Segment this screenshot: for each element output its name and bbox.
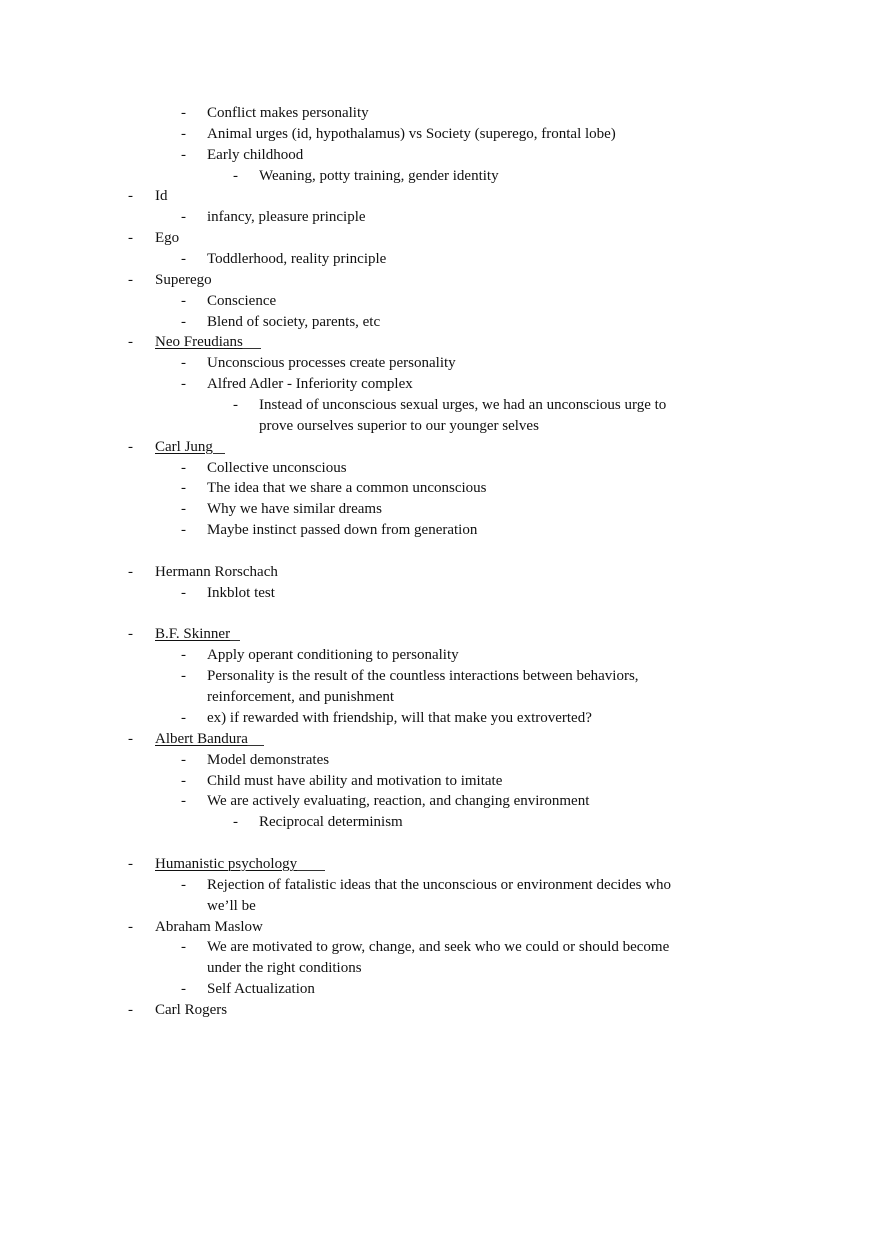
list-item bbox=[0, 979, 880, 1000]
underline-tail bbox=[297, 856, 325, 871]
bullet-dash-icon: - bbox=[233, 397, 238, 414]
item-text: Reciprocal determinism bbox=[259, 814, 403, 831]
list-item bbox=[0, 458, 880, 479]
list-item bbox=[0, 207, 880, 228]
heading-bullet bbox=[0, 562, 880, 583]
underline-tail bbox=[248, 731, 264, 746]
bullet-dash-icon: - bbox=[181, 459, 186, 476]
bullet-dash-icon: - bbox=[181, 355, 186, 372]
list-item bbox=[0, 145, 880, 166]
bullet-dash-icon: - bbox=[233, 167, 238, 184]
section-heading: Albert Bandura bbox=[155, 730, 248, 747]
list-item bbox=[0, 291, 880, 312]
item-text: Maybe instinct passed down from generation bbox=[207, 522, 478, 539]
item-text: Early childhood bbox=[207, 146, 304, 163]
list-item bbox=[0, 708, 880, 729]
list-item bbox=[0, 520, 880, 541]
item-text: Alfred Adler - Inferiority complex bbox=[207, 376, 413, 393]
bullet-dash-icon: - bbox=[128, 1001, 133, 1018]
heading-bullet bbox=[0, 729, 880, 750]
bullet-dash-icon: - bbox=[181, 125, 186, 142]
list-item bbox=[0, 166, 880, 187]
bullet-dash-icon: - bbox=[181, 793, 186, 810]
bullet-dash-icon: - bbox=[181, 584, 186, 601]
bullet-dash-icon: - bbox=[181, 668, 186, 685]
bullet-dash-icon: - bbox=[181, 647, 186, 664]
section-heading: Carl Jung bbox=[155, 438, 213, 455]
bullet-dash-icon: - bbox=[181, 105, 186, 121]
list-item bbox=[0, 937, 880, 979]
item-text: Ego bbox=[155, 230, 180, 247]
heading-bullet bbox=[0, 437, 880, 458]
item-text: Hermann Rorschach bbox=[155, 563, 278, 580]
list-item bbox=[0, 812, 880, 833]
bullet-dash-icon: - bbox=[181, 313, 186, 330]
item-text: Abraham Maslow bbox=[155, 918, 263, 935]
list-item bbox=[0, 395, 880, 437]
bullet-dash-icon: - bbox=[128, 230, 133, 247]
bullet-dash-icon: - bbox=[181, 501, 186, 518]
item-text: Id bbox=[155, 188, 168, 205]
list-item bbox=[0, 750, 880, 771]
bullet-dash-icon: - bbox=[181, 522, 186, 539]
list-item bbox=[0, 499, 880, 520]
underline-tail bbox=[230, 626, 240, 641]
bullet-dash-icon: - bbox=[233, 814, 238, 831]
bullet-dash-icon: - bbox=[128, 563, 133, 580]
bullet-dash-icon: - bbox=[181, 480, 186, 497]
item-text: Rejection of fatalistic ideas that the unconscious or environment decides who we’ll be bbox=[207, 876, 672, 914]
item-text: Conscience bbox=[207, 292, 277, 309]
bullet-dash-icon: - bbox=[128, 438, 133, 455]
item-text: Personality is the result of the countless interactions between behaviors, reinforcement, and punishment bbox=[207, 668, 639, 706]
bullet-dash-icon: - bbox=[128, 334, 133, 351]
bullet-dash-icon: - bbox=[128, 271, 133, 288]
item-text: Superego bbox=[155, 271, 212, 288]
bullet-dash-icon: - bbox=[181, 376, 186, 393]
list-item bbox=[0, 353, 880, 374]
blank-line bbox=[0, 541, 880, 562]
list-item bbox=[0, 478, 880, 499]
item-text: Collective unconscious bbox=[207, 459, 347, 476]
list-item bbox=[0, 249, 880, 270]
item-text: Weaning, potty training, gender identity bbox=[259, 167, 499, 184]
list-item bbox=[0, 124, 880, 145]
bullet-dash-icon: - bbox=[128, 855, 133, 872]
heading-bullet bbox=[0, 917, 880, 938]
heading-bullet bbox=[0, 270, 880, 291]
item-text: The idea that we share a common unconscious bbox=[207, 480, 487, 497]
list-item bbox=[0, 771, 880, 792]
notes-document bbox=[0, 103, 880, 1021]
item-text: Animal urges (id, hypothalamus) vs Society (superego, frontal lobe) bbox=[207, 125, 616, 142]
bullet-dash-icon: - bbox=[181, 251, 186, 268]
bullet-dash-icon: - bbox=[181, 939, 186, 956]
list-item bbox=[0, 103, 880, 124]
item-text: Blend of society, parents, etc bbox=[207, 313, 381, 330]
item-text: Unconscious processes create personality bbox=[207, 355, 456, 372]
list-item bbox=[0, 666, 880, 708]
list-item bbox=[0, 312, 880, 333]
underline-tail bbox=[243, 334, 261, 349]
bullet-dash-icon: - bbox=[181, 981, 186, 998]
blank-line bbox=[0, 604, 880, 625]
list-item bbox=[0, 374, 880, 395]
item-text: Inkblot test bbox=[207, 584, 275, 601]
bullet-dash-icon: - bbox=[128, 626, 133, 643]
bullet-dash-icon: - bbox=[128, 730, 133, 747]
heading-bullet bbox=[0, 1000, 880, 1021]
bullet-dash-icon: - bbox=[181, 292, 186, 309]
item-text: ex) if rewarded with friendship, will that make you extroverted? bbox=[207, 709, 592, 726]
item-text: infancy, pleasure principle bbox=[207, 209, 366, 226]
item-text: Instead of unconscious sexual urges, we had an unconscious urge to prove ourselves superior to our younger selves bbox=[259, 397, 667, 434]
item-text: We are actively evaluating, reaction, and changing environment bbox=[207, 793, 590, 810]
section-heading: Neo Freudians bbox=[155, 334, 243, 351]
item-text: Model demonstrates bbox=[207, 751, 330, 768]
bullet-dash-icon: - bbox=[181, 146, 186, 163]
list-item bbox=[0, 645, 880, 666]
item-text: Child must have ability and motivation to imitate bbox=[207, 772, 503, 789]
bullet-dash-icon: - bbox=[128, 188, 133, 205]
bullet-dash-icon: - bbox=[181, 876, 186, 893]
item-text: We are motivated to grow, change, and seek who we could or should become under the right conditions bbox=[207, 939, 670, 977]
list-item bbox=[0, 791, 880, 812]
blank-line bbox=[0, 833, 880, 854]
heading-bullet bbox=[0, 624, 880, 645]
section-heading: Humanistic psychology bbox=[155, 855, 298, 872]
list-item bbox=[0, 875, 880, 917]
bullet-dash-icon: - bbox=[181, 751, 186, 768]
bullet-dash-icon: - bbox=[128, 918, 133, 935]
heading-bullet bbox=[0, 332, 880, 353]
underline-tail bbox=[213, 439, 225, 454]
bullet-dash-icon: - bbox=[181, 709, 186, 726]
item-text: Why we have similar dreams bbox=[207, 501, 382, 518]
item-text: Carl Rogers bbox=[155, 1001, 228, 1018]
item-text: Conflict makes personality bbox=[207, 105, 369, 121]
bullet-dash-icon: - bbox=[181, 772, 186, 789]
heading-bullet bbox=[0, 186, 880, 207]
item-text: Apply operant conditioning to personality bbox=[207, 647, 459, 664]
heading-bullet bbox=[0, 228, 880, 249]
item-text: Self Actualization bbox=[207, 981, 315, 998]
list-item bbox=[0, 583, 880, 604]
bullet-dash-icon: - bbox=[181, 209, 186, 226]
section-heading: B.F. Skinner bbox=[155, 626, 231, 643]
item-text: Toddlerhood, reality principle bbox=[207, 251, 387, 268]
heading-bullet bbox=[0, 854, 880, 875]
